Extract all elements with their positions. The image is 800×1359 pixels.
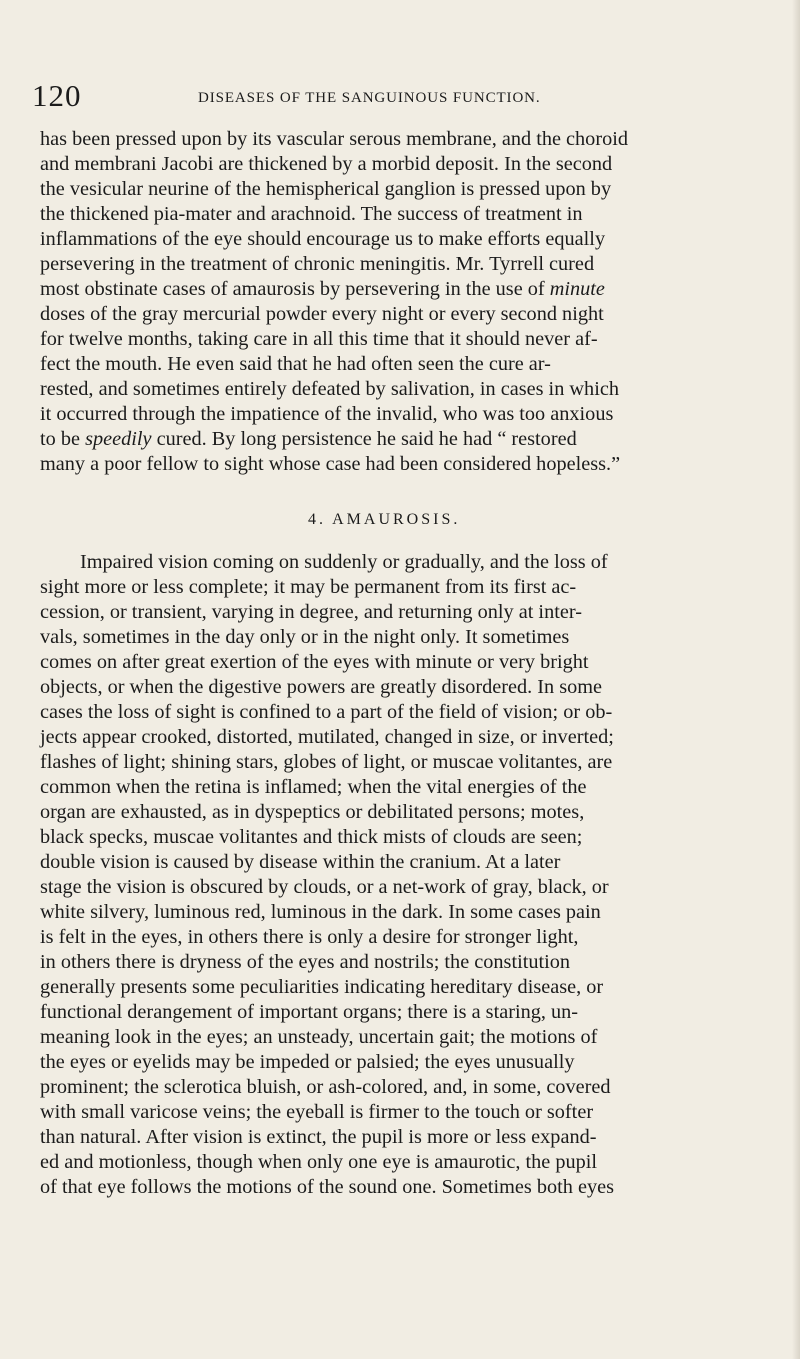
text-line: is felt in the eyes, in others there is only a desire for stronger light,	[40, 926, 579, 948]
text-line: black specks, muscae volitantes and thick mists of clouds are seen;	[40, 826, 583, 848]
text-line: and membrani Jacobi are thickened by a morbid deposit. In the second	[40, 153, 613, 175]
text-line: vals, sometimes in the day only or in the night only. It sometimes	[40, 626, 570, 648]
text-line: white silvery, luminous red, luminous in the dark. In some cases pain	[40, 901, 601, 923]
text-line: stage the vision is obscured by clouds, or a net-work of gray, black, or	[40, 876, 609, 898]
page-edge-shadow	[792, 0, 800, 1359]
text-line: Impaired vision coming on suddenly or gradually, and the loss of	[80, 551, 608, 573]
text-line: organ are exhausted, as in dyspeptics or debilitated persons; motes,	[40, 801, 585, 823]
italic-word: speedily	[85, 428, 152, 450]
text-line: objects, or when the digestive powers are greatly disordered. In some	[40, 676, 603, 698]
text-line: with small varicose veins; the eyeball is firmer to the touch or softer	[40, 1101, 594, 1123]
italic-word: minute	[549, 278, 605, 300]
text-line: jects appear crooked, distorted, mutilated, changed in size, or inverted;	[40, 726, 614, 748]
text-line: the thickened pia-mater and arachnoid. The success of treatment in	[40, 203, 583, 225]
text-line: of that eye follows the motions of the sound one. Sometimes both eyes	[40, 1176, 614, 1198]
text-line: for twelve months, taking care in all this time that it should never af-	[40, 328, 598, 350]
text-line: the eyes or eyelids may be impeded or palsied; the eyes unusually	[40, 1051, 575, 1073]
text-line: comes on after great exertion of the eyes with minute or very bright	[40, 651, 589, 673]
text-line: cession, or transient, varying in degree, and returning only at inter-	[40, 601, 582, 623]
text-line: generally presents some peculiarities indicating hereditary disease, or	[40, 976, 604, 998]
text-line: flashes of light; shining stars, globes of light, or muscae volitantes, are	[40, 751, 613, 773]
section-heading: 4. AMAUROSIS.	[308, 511, 461, 528]
text-line: persevering in the treatment of chronic meningitis. Mr. Tyrrell cured	[40, 253, 595, 275]
text-line: it occurred through the impatience of the invalid, who was too anxious	[40, 403, 614, 425]
text-line: in others there is dryness of the eyes and nostrils; the constitution	[40, 951, 571, 973]
text-line: functional derangement of important organs; there is a staring, un-	[40, 1001, 579, 1023]
text-line: than natural. After vision is extinct, the pupil is more or less expand-	[40, 1126, 597, 1148]
text-line: inflammations of the eye should encourage us to make efforts equally	[40, 228, 606, 250]
text-line: to be speedily cured. By long persistence he said he had “ restored	[40, 428, 577, 450]
text-line: double vision is caused by disease within the cranium. At a later	[40, 851, 561, 873]
text-line: rested, and sometimes entirely defeated by salivation, in cases in which	[40, 378, 619, 400]
page-number: 120	[32, 78, 82, 113]
text-line: ed and motionless, though when only one eye is amaurotic, the pupil	[40, 1151, 598, 1173]
text-line: the vesicular neurine of the hemispherical ganglion is pressed upon by	[40, 178, 612, 200]
text-line: sight more or less complete; it may be permanent from its first ac-	[40, 576, 577, 598]
text-line: doses of the gray mercurial powder every night or every second night	[40, 303, 604, 325]
text-line: cases the loss of sight is confined to a part of the field of vision; or ob-	[40, 701, 613, 723]
text-line: has been pressed upon by its vascular serous membrane, and the choroid	[40, 128, 628, 150]
text-line: fect the mouth. He even said that he had often seen the cure ar-	[40, 353, 551, 375]
running-head: DISEASES OF THE SANGUINOUS FUNCTION.	[198, 90, 541, 106]
text-line: prominent; the sclerotica bluish, or ash-colored, and, in some, covered	[40, 1076, 611, 1098]
text-line: meaning look in the eyes; an unsteady, uncertain gait; the motions of	[40, 1026, 598, 1048]
text-line: many a poor fellow to sight whose case had been considered hopeless.”	[40, 453, 621, 475]
text-line: most obstinate cases of amaurosis by persevering in the use of minute	[40, 278, 605, 300]
text-line: common when the retina is inflamed; when the vital energies of the	[40, 776, 587, 798]
